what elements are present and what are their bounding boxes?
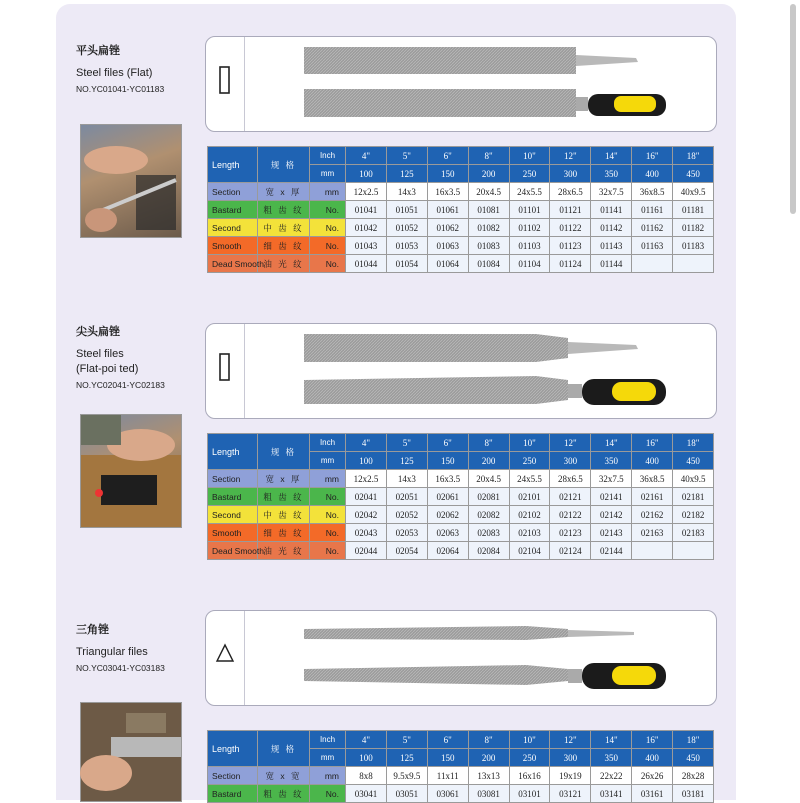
table-header-row bbox=[208, 434, 714, 452]
table-cell: 02043 bbox=[346, 524, 387, 542]
table-cell bbox=[632, 255, 673, 273]
product-titles bbox=[76, 44, 164, 95]
table-cell: 03121 bbox=[550, 785, 591, 803]
table-cell: 02122 bbox=[550, 506, 591, 524]
row-unit: No. bbox=[310, 542, 346, 560]
title-cn: 三角锉 bbox=[76, 624, 109, 636]
table-cell: 02042 bbox=[346, 506, 387, 524]
inch-cell: 12" bbox=[550, 434, 591, 452]
row-label-cn: 细 齿 纹 bbox=[258, 524, 310, 542]
table-cell: 03181 bbox=[673, 785, 714, 803]
table-row bbox=[208, 542, 714, 560]
row-label-cn: 油 光 纹 bbox=[258, 255, 310, 273]
table-cell: 01052 bbox=[386, 219, 427, 237]
inch-cell: 8" bbox=[468, 434, 509, 452]
table-cell: 14x3 bbox=[386, 183, 427, 201]
triangular-file-images bbox=[296, 611, 676, 705]
table-cell: 02121 bbox=[550, 488, 591, 506]
table-cell: 03081 bbox=[468, 785, 509, 803]
mm-cell: 350 bbox=[591, 749, 632, 767]
table-cell: 12x2.5 bbox=[346, 183, 387, 201]
mm-cell: 250 bbox=[509, 165, 550, 183]
inch-cell: 5" bbox=[386, 434, 427, 452]
table-cell: 01061 bbox=[427, 201, 468, 219]
inch-cell: 16" bbox=[632, 147, 673, 165]
mm-cell: 100 bbox=[346, 452, 387, 470]
table-cell: 19x19 bbox=[550, 767, 591, 785]
table-cell: 28x6.5 bbox=[550, 183, 591, 201]
table-cell: 02082 bbox=[468, 506, 509, 524]
row-label-cn: 细 齿 纹 bbox=[258, 237, 310, 255]
length-header: Length bbox=[208, 731, 258, 767]
mm-cell: 250 bbox=[509, 452, 550, 470]
table-cell: 01141 bbox=[591, 201, 632, 219]
table-cell: 01162 bbox=[632, 219, 673, 237]
row-label: Second bbox=[208, 219, 258, 237]
mm-cell: 300 bbox=[550, 452, 591, 470]
table-cell: 12x2.5 bbox=[346, 470, 387, 488]
model-number: NO.YC01041-YC01183 bbox=[76, 84, 165, 94]
row-unit: No. bbox=[310, 506, 346, 524]
row-label: Dead Smooth bbox=[208, 542, 258, 560]
table-cell: 01101 bbox=[509, 201, 550, 219]
table-row bbox=[208, 201, 714, 219]
row-label-cn: 宽 x 厚 bbox=[258, 183, 310, 201]
table-cell: 02063 bbox=[427, 524, 468, 542]
mm-cell: 450 bbox=[673, 165, 714, 183]
row-label: Section bbox=[208, 183, 258, 201]
inch-cell: 4" bbox=[346, 731, 387, 749]
table-cell: 01063 bbox=[427, 237, 468, 255]
table-cell: 40x9.5 bbox=[673, 470, 714, 488]
table-cell: 01043 bbox=[346, 237, 387, 255]
cross-section-box bbox=[206, 324, 245, 418]
mm-cell: 400 bbox=[632, 165, 673, 183]
table-cell: 40x9.5 bbox=[673, 183, 714, 201]
table-cell: 01161 bbox=[632, 201, 673, 219]
table-row bbox=[208, 470, 714, 488]
table-cell: 02104 bbox=[509, 542, 550, 560]
inch-cell: 16" bbox=[632, 731, 673, 749]
mm-cell: 450 bbox=[673, 749, 714, 767]
product-illustration bbox=[205, 36, 717, 132]
table-cell: 16x3.5 bbox=[427, 470, 468, 488]
spec-header: 规 格 bbox=[258, 147, 310, 183]
triangle-profile-icon bbox=[214, 637, 236, 677]
table-header-row bbox=[208, 147, 714, 165]
table-cell: 22x22 bbox=[591, 767, 632, 785]
inch-cell: 6" bbox=[427, 731, 468, 749]
inch-cell: 18" bbox=[673, 434, 714, 452]
row-unit: No. bbox=[310, 488, 346, 506]
table-cell: 24x5.5 bbox=[509, 183, 550, 201]
inch-cell: 8" bbox=[468, 731, 509, 749]
row-label: Bastard bbox=[208, 785, 258, 803]
table-cell: 01044 bbox=[346, 255, 387, 273]
table-cell: 02102 bbox=[509, 506, 550, 524]
table-row bbox=[208, 524, 714, 542]
table-row bbox=[208, 488, 714, 506]
product-photo bbox=[80, 702, 182, 802]
inch-cell: 6" bbox=[427, 434, 468, 452]
table-cell: 01121 bbox=[550, 201, 591, 219]
inch-cell: 16" bbox=[632, 434, 673, 452]
table-row bbox=[208, 255, 714, 273]
mm-cell: 400 bbox=[632, 452, 673, 470]
row-unit: No. bbox=[310, 219, 346, 237]
flat-rectangle-profile-icon bbox=[214, 63, 236, 103]
table-cell: 13x13 bbox=[468, 767, 509, 785]
title-en: Steel files bbox=[76, 348, 124, 360]
product-titles bbox=[76, 623, 165, 674]
table-cell: 01103 bbox=[509, 237, 550, 255]
mm-cell: 150 bbox=[427, 165, 468, 183]
table-cell: 16x3.5 bbox=[427, 183, 468, 201]
table-cell: 03061 bbox=[427, 785, 468, 803]
row-label: Bastard bbox=[208, 201, 258, 219]
table-cell: 02061 bbox=[427, 488, 468, 506]
row-label: Bastard bbox=[208, 488, 258, 506]
table-cell: 03161 bbox=[632, 785, 673, 803]
table-cell: 03141 bbox=[591, 785, 632, 803]
table-cell: 01123 bbox=[550, 237, 591, 255]
title-en: Steel files (Flat) bbox=[76, 67, 153, 79]
table-row bbox=[208, 506, 714, 524]
row-unit: mm bbox=[310, 183, 346, 201]
row-label: Smooth bbox=[208, 237, 258, 255]
inch-cell: 6" bbox=[427, 147, 468, 165]
row-label-cn: 粗 齿 纹 bbox=[258, 488, 310, 506]
table-cell: 01181 bbox=[673, 201, 714, 219]
inch-cell: 10" bbox=[509, 147, 550, 165]
row-unit: No. bbox=[310, 524, 346, 542]
table-cell: 01084 bbox=[468, 255, 509, 273]
table-cell: 01163 bbox=[632, 237, 673, 255]
table-cell: 32x7.5 bbox=[591, 470, 632, 488]
inch-cell: 14" bbox=[591, 147, 632, 165]
table-cell: 01143 bbox=[591, 237, 632, 255]
mm-header: mm bbox=[310, 749, 346, 767]
table-cell bbox=[673, 255, 714, 273]
product-photo bbox=[80, 414, 182, 528]
row-unit: mm bbox=[310, 767, 346, 785]
spec-table bbox=[207, 730, 714, 803]
table-cell: 24x5.5 bbox=[509, 470, 550, 488]
mm-cell: 350 bbox=[591, 165, 632, 183]
table-cell: 02163 bbox=[632, 524, 673, 542]
mm-cell: 250 bbox=[509, 749, 550, 767]
mm-header: mm bbox=[310, 165, 346, 183]
cross-section-box bbox=[206, 611, 245, 705]
inch-cell: 5" bbox=[386, 731, 427, 749]
table-cell: 02053 bbox=[386, 524, 427, 542]
table-cell: 01122 bbox=[550, 219, 591, 237]
title-cn: 尖头扁锉 bbox=[76, 326, 120, 338]
row-unit: mm bbox=[310, 470, 346, 488]
row-label: Second bbox=[208, 506, 258, 524]
inch-cell: 14" bbox=[591, 731, 632, 749]
table-cell: 26x26 bbox=[632, 767, 673, 785]
title-cn: 平头扁锉 bbox=[76, 45, 120, 57]
table-cell: 01081 bbox=[468, 201, 509, 219]
mm-cell: 300 bbox=[550, 749, 591, 767]
table-cell: 02083 bbox=[468, 524, 509, 542]
product-illustration bbox=[205, 610, 717, 706]
table-cell: 02144 bbox=[591, 542, 632, 560]
table-cell: 11x11 bbox=[427, 767, 468, 785]
table-cell: 02081 bbox=[468, 488, 509, 506]
scrollbar-thumb[interactable] bbox=[790, 4, 796, 214]
title-en: Triangular files bbox=[76, 646, 148, 658]
table-cell: 03051 bbox=[386, 785, 427, 803]
inch-cell: 14" bbox=[591, 434, 632, 452]
table-cell: 01064 bbox=[427, 255, 468, 273]
table-cell: 36x8.5 bbox=[632, 470, 673, 488]
table-cell: 02103 bbox=[509, 524, 550, 542]
table-cell: 02183 bbox=[673, 524, 714, 542]
table-cell: 32x7.5 bbox=[591, 183, 632, 201]
table-row bbox=[208, 219, 714, 237]
length-header: Length bbox=[208, 147, 258, 183]
table-cell: 28x6.5 bbox=[550, 470, 591, 488]
table-cell: 02052 bbox=[386, 506, 427, 524]
table-cell: 01124 bbox=[550, 255, 591, 273]
mm-cell: 200 bbox=[468, 749, 509, 767]
flat-pointed-file-images bbox=[296, 324, 676, 418]
table-cell: 01041 bbox=[346, 201, 387, 219]
inch-cell: 18" bbox=[673, 731, 714, 749]
table-cell: 01183 bbox=[673, 237, 714, 255]
mm-cell: 150 bbox=[427, 452, 468, 470]
table-cell: 01144 bbox=[591, 255, 632, 273]
table-cell: 01182 bbox=[673, 219, 714, 237]
table-cell: 01082 bbox=[468, 219, 509, 237]
table-cell: 02054 bbox=[386, 542, 427, 560]
inch-cell: 4" bbox=[346, 434, 387, 452]
mm-cell: 200 bbox=[468, 452, 509, 470]
table-cell: 02084 bbox=[468, 542, 509, 560]
table-cell: 02044 bbox=[346, 542, 387, 560]
row-label-cn: 宽 x 厚 bbox=[258, 470, 310, 488]
table-cell: 02064 bbox=[427, 542, 468, 560]
table-row bbox=[208, 183, 714, 201]
table-cell: 02162 bbox=[632, 506, 673, 524]
table-cell: 03041 bbox=[346, 785, 387, 803]
spec-header: 规 格 bbox=[258, 731, 310, 767]
table-cell: 9.5x9.5 bbox=[386, 767, 427, 785]
table-cell: 02161 bbox=[632, 488, 673, 506]
inch-cell: 5" bbox=[386, 147, 427, 165]
mm-cell: 100 bbox=[346, 165, 387, 183]
row-label: Section bbox=[208, 767, 258, 785]
table-cell: 01051 bbox=[386, 201, 427, 219]
table-cell: 20x4.5 bbox=[468, 183, 509, 201]
mm-cell: 125 bbox=[386, 452, 427, 470]
inch-cell: 12" bbox=[550, 731, 591, 749]
row-unit: No. bbox=[310, 201, 346, 219]
row-label: Section bbox=[208, 470, 258, 488]
inch-header: Inch bbox=[310, 731, 346, 749]
row-label-cn: 中 齿 纹 bbox=[258, 219, 310, 237]
mm-cell: 350 bbox=[591, 452, 632, 470]
table-cell: 20x4.5 bbox=[468, 470, 509, 488]
mm-cell: 125 bbox=[386, 749, 427, 767]
table-cell: 01053 bbox=[386, 237, 427, 255]
table-cell: 16x16 bbox=[509, 767, 550, 785]
inch-cell: 10" bbox=[509, 434, 550, 452]
table-cell: 02142 bbox=[591, 506, 632, 524]
scrollbar[interactable] bbox=[790, 4, 796, 796]
mm-cell: 400 bbox=[632, 749, 673, 767]
table-row bbox=[208, 237, 714, 255]
inch-cell: 18" bbox=[673, 147, 714, 165]
table-cell: 01104 bbox=[509, 255, 550, 273]
inch-cell: 10" bbox=[509, 731, 550, 749]
spec-table bbox=[207, 433, 714, 560]
title-en-2: (Flat-poi ted) bbox=[76, 363, 139, 375]
inch-header: Inch bbox=[310, 434, 346, 452]
inch-cell: 8" bbox=[468, 147, 509, 165]
flat-rectangle-profile-icon bbox=[214, 350, 236, 390]
table-cell: 01142 bbox=[591, 219, 632, 237]
table-row bbox=[208, 767, 714, 785]
table-cell: 01054 bbox=[386, 255, 427, 273]
model-number: NO.YC03041-YC03183 bbox=[76, 663, 165, 673]
inch-header: Inch bbox=[310, 147, 346, 165]
table-cell: 02123 bbox=[550, 524, 591, 542]
table-cell: 02124 bbox=[550, 542, 591, 560]
table-cell: 02143 bbox=[591, 524, 632, 542]
table-cell: 36x8.5 bbox=[632, 183, 673, 201]
table-cell: 03101 bbox=[509, 785, 550, 803]
table-cell: 02051 bbox=[386, 488, 427, 506]
table-cell: 8x8 bbox=[346, 767, 387, 785]
row-label-cn: 中 齿 纹 bbox=[258, 506, 310, 524]
model-number: NO.YC02041-YC02183 bbox=[76, 380, 165, 390]
length-header: Length bbox=[208, 434, 258, 470]
row-label: Smooth bbox=[208, 524, 258, 542]
row-unit: No. bbox=[310, 785, 346, 803]
table-cell: 02101 bbox=[509, 488, 550, 506]
mm-cell: 300 bbox=[550, 165, 591, 183]
mm-cell: 125 bbox=[386, 165, 427, 183]
mm-cell: 200 bbox=[468, 165, 509, 183]
product-titles bbox=[76, 325, 165, 391]
product-illustration bbox=[205, 323, 717, 419]
mm-cell: 100 bbox=[346, 749, 387, 767]
table-cell: 02181 bbox=[673, 488, 714, 506]
row-label-cn: 油 光 纹 bbox=[258, 542, 310, 560]
table-cell: 01102 bbox=[509, 219, 550, 237]
table-cell: 14x3 bbox=[386, 470, 427, 488]
row-label: Dead Smooth bbox=[208, 255, 258, 273]
row-label-cn: 粗 齿 纹 bbox=[258, 785, 310, 803]
spec-header: 规 格 bbox=[258, 434, 310, 470]
table-cell: 02141 bbox=[591, 488, 632, 506]
table-cell: 02041 bbox=[346, 488, 387, 506]
table-row bbox=[208, 785, 714, 803]
flat-file-images bbox=[296, 37, 676, 131]
mm-cell: 450 bbox=[673, 452, 714, 470]
table-cell: 02062 bbox=[427, 506, 468, 524]
cross-section-box bbox=[206, 37, 245, 131]
table-cell: 02182 bbox=[673, 506, 714, 524]
row-label-cn: 宽 x 宽 bbox=[258, 767, 310, 785]
inch-cell: 4" bbox=[346, 147, 387, 165]
table-cell bbox=[673, 542, 714, 560]
table-cell: 01083 bbox=[468, 237, 509, 255]
table-cell: 01042 bbox=[346, 219, 387, 237]
product-photo bbox=[80, 124, 182, 238]
mm-cell: 150 bbox=[427, 749, 468, 767]
table-cell: 28x28 bbox=[673, 767, 714, 785]
inch-cell: 12" bbox=[550, 147, 591, 165]
table-cell bbox=[632, 542, 673, 560]
row-label-cn: 粗 齿 纹 bbox=[258, 201, 310, 219]
table-header-row bbox=[208, 731, 714, 749]
row-unit: No. bbox=[310, 237, 346, 255]
mm-header: mm bbox=[310, 452, 346, 470]
row-unit: No. bbox=[310, 255, 346, 273]
table-cell: 01062 bbox=[427, 219, 468, 237]
spec-table bbox=[207, 146, 714, 273]
